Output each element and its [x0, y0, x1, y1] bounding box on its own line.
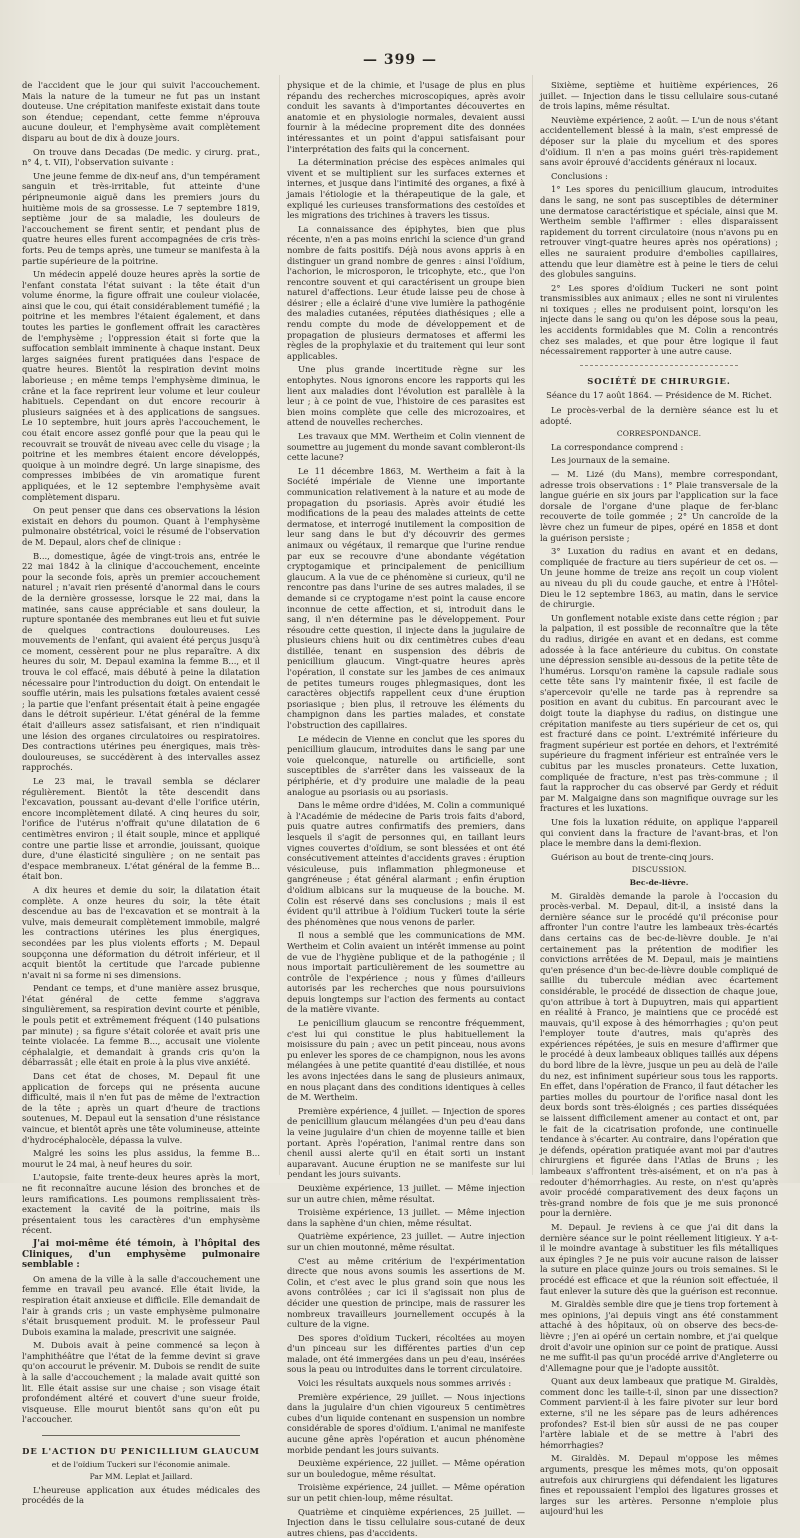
paragraph: Des spores d'oïdium Tuckeri, récoltées au moyen d'un pinceau sur les différentes parties d'un cep malade, ont été immergées dans un peu d'eau, insérées sous la peau ou introduites dans le torrent circulatoire. — [287, 1332, 525, 1375]
paragraph: Le procès-verbal de la dernière séance est lu et adopté. — [540, 405, 778, 426]
paragraph: 3° Luxation du radius en avant et en dedans, compliquée de fracture au tiers supérieur de cet os. — Un jeune homme de treize ans reçoit un coup violent au niveau du pli du coude gauche, et entre à l'Hôtel-Dieu le 12 septembre 1863, au matin, dans le service de chirurgie. — [540, 546, 778, 610]
paragraph: 2° Les spores d'oïdium Tuckeri ne sont point transmissibles aux animaux ; elles ne sont ni virulentes ni toxiques ; elles ne produisent point, lorsqu'on les injecte dans le sang ou qu'on les dépose sous la peau, les accidents formidables que M. Colin a rencontrés chez ses malades, et que pour être logique il faut nécessairement rapporter à une autre cause. — [540, 282, 778, 357]
paragraph: Troisième expérience, 13 juillet. — Même injection dans la saphène d'un chien, même résultat. — [287, 1207, 525, 1228]
section-rule — [42, 1435, 240, 1436]
column-left — [22, 80, 260, 1506]
paragraph: La détermination précise des espèces animales qui vivent et se multiplient sur les surfaces externes et internes, et jusque dans l'intimité des organes, a fixé à jamais l'étiologie et la thérapeutique de la gale, et expliqué les curieuses transformations des cestoïdes et les migrations des trichines à travers les tissus. — [287, 157, 525, 221]
paragraph: Un médecin appelé douze heures après la sortie de l'enfant constata l'état suivant : la tête était d'un volume énorme, la figure offrait une couleur violacée, ainsi que le cou, qui était considérablement tuméfié ; la poitrine et les membres l'étaient également, et dans toutes les parties le gonflement offrait les caractères de l'emphysème ; l'oppression était si forte que la suffocation semblait imminente à chaque instant. Deux larges saignées furent pratiquées dans l'espace de quatre heures. Bientôt la respiration devint moins laborieuse ; en même temps l'emphysème diminua, le crâne et la face reprirent leur volume et leur couleur habituels. Cependant on dut encore recourir à plusieurs saignées et à des applications de sangsues. Le 10 septembre, huit jours après l'accouchement, le cou était encore assez gonflé pour que la peau qui le recouvrait se trouvât de niveau avec celle du visage ; la poitrine et les membres étaient encore développés, quoique à un moindre degré. Un large sinapisme, des compresses imbibées de vin aromatique furent appliquées, et le 12 septembre l'emphysème avait complètement disparu. — [22, 269, 260, 502]
paragraph: Deuxième expérience, 22 juillet. — Même opération sur un bouledogue, même résultat. — [287, 1458, 525, 1479]
paragraph: Il nous a semblé que les communications de MM. Wertheim et Colin avaient un intérêt immense au point de vue de l'hygiène publique et de la pathogénie ; il nous importait particulièrement de les soumettre au contrôle de l'expérience ; nous y fûmes d'ailleurs autorisés par les recherches que nous poursuivions depuis longtemps sur l'action des ferments au contact de la matière vivante. — [287, 930, 525, 1015]
paragraph: M. Dubois avait à peine commencé sa leçon à l'amphithéâtre que l'état de la femme devint si grave qu'on accourut le prévenir. M. Dubois se rendit de suite à la salle d'accouchement ; la malade avait quitté son lit. Elle était assise sur une chaise ; son visage était profondément altéré et couvert d'une sueur froide, visqueuse. Elle mourut bientôt sans qu'on eût pu l'accoucher. — [22, 1340, 260, 1425]
section-rule — [580, 365, 738, 366]
paragraph: Quant aux deux lambeaux que pratique M. Giraldès, comment donc les taille-t-il, sinon par une dissection? Comment parvient-il à les faire pivoter sur leur bord externe, s'il ne les sépare pas de leurs adhérences profondes? Est-il bien sûr aussi de ne pas couper l'artère labiale et de se mettre à l'abri des hémorrhagies? — [540, 1376, 778, 1450]
article-authors: Par MM. Leplat et Jaillard. — [89, 1472, 193, 1482]
paragraph: On amena de la ville à la salle d'accouchement une femme en travail peu avancé. Elle était livide, la respiration était anxieuse et difficile. Elle demandait de l'air à grands cris ; un vaste emphysème pulmonaire s'était brusquement produit. M. le professeur Paul Dubois examina la malade, prescrivit une saignée. — [22, 1273, 260, 1337]
society-title: SOCIÉTÉ DE CHIRURGIE. — [587, 375, 731, 386]
paragraph: La correspondance comprend : — [551, 441, 684, 452]
paragraph: Première expérience, 4 juillet. — Injection de spores de penicillium glaucum mélangées d'un peu d'eau dans la veine jugulaire d'un chien de moyenne taille et bien portant. Après l'opération, l'animal rentre dans son chenil aussi alerte qu'il en était sorti un instant auparavant. Aucune éruption ne se manifeste sur lui pendant les jours suivants. — [287, 1105, 525, 1180]
paragraph: A dix heures et demie du soir, la dilatation était complète. A onze heures du soir, la tête était descendue au bas de l'excavation et se montrait à la vulve, mais demeurait complètement immobile, malgré les contractions utérines les plus énergiques, secondées par les plus violents efforts ; M. Depaul soupçonna une déformation du détroit inférieur, et il acquit bientôt la certitude que l'arcade pubienne n'avait ni sa forme ni ses dimensions. — [22, 884, 260, 980]
paragraph: Sixième, septième et huitième expériences, 26 juillet. — Injection dans le tissu cellulaire sous-cutané de trois lapins, même résultat. — [540, 80, 778, 112]
column-divider — [532, 75, 533, 1175]
session-line: Séance du 17 août 1864. — Présidence de M. Richet. — [546, 390, 772, 401]
correspondence-heading: CORRESPONDANCE. — [616, 429, 702, 439]
paragraph: Le 23 mai, le travail sembla se déclarer régulièrement. Bientôt la tête descendit dans l'excavation, poussant au-devant d'elle l'orifice utérin, encore incomplètement dilaté. A cinq heures du soir, l'orifice de l'utérus n'offrait qu'une dilatation de 6 centimètres environ ; il était souple, mince et appliqué contre une partie lisse et arrondie, jouissant, quoique dure, d'une élasticité singulière ; on ne sentait pas d'espace membraneux. L'état général de la femme B... était bon. — [22, 776, 260, 882]
paragraph: L'heureuse application aux études médicales des procédés de la — [22, 1484, 260, 1506]
paragraph: Voici les résultats auxquels nous sommes arrivés : — [298, 1378, 512, 1389]
paragraph: La connaissance des épiphytes, bien que plus récente, n'en a pas moins enrichi la science d'un grand nombre de faits positifs. Déjà nous avons appris à en distinguer un grand nombre de genres : ainsi l'oïdium, l'achorion, le microsporon, le tricophyte, etc., que l'on rencontre souvent et qui caractérisent un groupe bien naturel d'affections. Leur étude laisse peu de chose à désirer ; elle a éclairé d'une vive lumière la pathogénie des maladies cutanées, réputées diathésiques ; elle a rendu compte du mode de développement et de propagation de plusieurs dermatoses et affermi les règles de la prophylaxie et du traitement qui leur sont applicables. — [287, 223, 525, 361]
discussion-subject: Bec-de-lièvre. — [629, 877, 689, 887]
paragraph: Le médecin de Vienne en conclut que les spores du penicillium glaucum, introduites dans le sang par une voie quelconque, naturelle ou artificielle, sont susceptibles de s'arrêter dans les vaisseaux de la périphérie, et d'y produire une maladie de la peau analogue au psoriasis ou au psoriasis. — [287, 733, 525, 797]
paragraph: Un gonflement notable existe dans cette région ; par la palpation, il est possible de reconnaître que la tête du radius, dirigée en avant et en dedans, est comme adossée à la face antérieure du cubitus. On constate une dépression sensible au-dessous de la petite tête de l'humérus. Lorsqu'on ramène la capsule radiale sous cette tête sans l'y maintenir fixée, il est facile de s'apercevoir qu'elle ne tarde pas à reprendre sa position en avant du cubitus. En parcourant avec le doigt toute la diaphyse du radius, on distingue une crépitation manifeste au tiers supérieur de cet os, qui est fracturé dans ce point. L'extrémité inférieure du fragment supérieur est portée en dehors, et l'extrémité supérieure du fragment inférieur est entraînée vers le cubitus par les muscles pronateurs. Cette luxation, compliquée de fracture, n'est pas très-commune ; il faut la rapprocher du cas observé par Gerdy et réduit par M. Malgaigne dans son magnifique ouvrage sur les fractures et les luxations. — [540, 612, 778, 814]
paragraph: M. Depaul. Je reviens à ce que j'ai dit dans la dernière séance sur le point réellement litigieux. Y a-t-il le moindre avantage à substituer les fils métalliques aux épingles ? Je ne puis voir aucune raison de laisser la suture en place quinze jours ou trois semaines. Si le procédé est efficace et que la réunion soit effectuée, il faut enlever la suture dès que la guérison est reconnue. — [540, 1221, 778, 1296]
paragraph: C'est au même critérium de l'expérimentation directe que nous avons soumis les assertions de M. Colin, et c'est avec le plus grand soin que nous les avons contrôlées ; car ici il s'agissait non plus de décider une question de principe, mais de rassurer les nombreux travailleurs journellement occupés à la culture de la vigne. — [287, 1255, 525, 1330]
paragraph: Le 11 décembre 1863, M. Wertheim a fait à la Société impériale de Vienne une importante communication relativement à la nature et au mode de propagation du psoriasis. Après avoir étudié les modifications de la peau des malades atteints de cette dermatose, et interrogé inutilement la composition de leur sang dans le but d'y découvrir des germes animaux ou végétaux, il remarque que l'urine rendue par eux se recouvre d'une abondante végétation cryptogamique et principalement de penicillium glaucum. A la vue de ce phénomène si curieux, qu'il ne rencontre pas dans l'urine de ses autres malades, il se demande si ce cryptogame n'est point la cause encore inconnue de cette affection, et si, introduit dans le sang, il n'en détermine pas le développement. Pour résoudre cette question, il injecte dans la jugulaire de plusieurs chiens huit ou dix centimètres cubes d'eau distillée, tenant en suspension des débris de penicillium glaucum. Vingt-quatre heures après l'opération, il constate sur les jambes de ces animaux de petites tumeurs rouges phlegmasiques, dont les caractères objectifs rappellent ceux d'une éruption psoriasique ; bien plus, il retrouve les éléments du champignon dans les parties malades, et constate l'obstruction des capillaires. — [287, 465, 525, 731]
paragraph: de l'accident que le jour qui suivit l'accouchement. Mais la nature de la tumeur ne fut pas un instant douteuse. Une crépitation manifeste existait dans toute son étendue; cependant, cette femme n'éprouva aucune douleur, et l'emphysème avait complètement disparu au bout de dix à douze jours. — [22, 80, 260, 143]
paragraph: Quatrième expérience, 23 juillet. — Autre injection sur un chien moutonné, même résultat. — [287, 1231, 525, 1252]
paragraph: J'ai moi-même été témoin, à l'hôpital des Cliniques, d'un emphysème pulmonaire semblable : — [22, 1238, 260, 1271]
article-subtitle: et de l'oïdium Tuckeri sur l'économie animale. — [51, 1459, 231, 1469]
paragraph: M. Giraldès. M. Depaul m'oppose les mêmes arguments, presque les mêmes mots, qu'on opposait autrefois aux chirurgiens qui défendaient les ligatures fines et repoussaient l'emploi des ligatures grosses et larges sur les artères. Personne n'emploie plus aujourd'hui les — [540, 1453, 778, 1517]
column-middle — [287, 80, 525, 1538]
paragraph: Neuvième expérience, 2 août. — L'un de nous s'étant accidentellement blessé à la main, s'est empressé de déposer sur la plaie du mycelium et des spores d'oïdium. Il n'en a pas moins guéri très-rapidement sans avoir éprouvé d'accidents généraux ni locaux. — [540, 114, 778, 168]
column-divider — [279, 75, 280, 1175]
paragraph: 1° Les spores du penicillium glaucum, introduites dans le sang, ne sont pas susceptibles de déterminer une dermatose caractéristique et spéciale, ainsi que M. Wertheim semble l'affirmer : elles disparaissent rapidement du torrent circulatoire (nous n'avons pu en retrouver vingt-quatre heures après nos opérations) ; elles ne sauraient produire d'embolies capillaires, attendu que leur diamètre est à peine le tiers de celui des globules sanguins. — [540, 184, 778, 280]
paragraph: Guérison au bout de trente-cinq jours. — [551, 851, 714, 862]
paragraph: On peut penser que dans ces observations la lésion existait en dehors du poumon. Quant à l'emphysème pulmonaire obstétrical, voici le résumé de l'observation de M. Depaul, alors chef de clinique : — [22, 505, 260, 547]
paragraph: Malgré les soins les plus assidus, la femme B... mourut le 24 mai, à neuf heures du soir. — [22, 1148, 260, 1169]
paragraph: Les travaux que MM. Wertheim et Colin viennent de soumettre au jugement du monde savant combleront-ils cette lacune? — [287, 431, 525, 463]
paragraph: Première expérience, 29 juillet. — Nous injections dans la jugulaire d'un chien vigoureux 5 centimètres cubes d'un liquide contenant en suspension un nombre considérable de spores d'oïdium. L'animal ne manifeste aucune gêne après l'opération et aucun phénomène morbide pendant les jours suivants. — [287, 1391, 525, 1455]
paragraph: L'autopsie, faite trente-deux heures après la mort, ne fit reconnaître aucune lésion des bronches et de leurs ramifications. Les poumons remplissaient très-exactement la cavité de la poitrine, mais ils présentaient tous les caractères d'un emphysème récent. — [22, 1172, 260, 1236]
paragraph: Deuxième expérience, 13 juillet. — Même injection sur un autre chien, même résultat. — [287, 1182, 525, 1204]
article-title: DE L'ACTION DU PENICILLIUM GLAUCUM — [22, 1446, 260, 1457]
paragraph: physique et de la chimie, et l'usage de plus en plus répandu des recherches microscopiques, après avoir conduit les savants à d'importantes découvertes en anatomie et en physiologie normales, devaient aussi fournir à la médecine proprement dite des données intéressantes et un point d'appui satisfaisant pour l'interprétation des faits qui la concernent. — [287, 80, 525, 154]
page-number: — 399 — — [363, 52, 437, 68]
paragraph: Troisième expérience, 24 juillet. — Même opération sur un petit chien-loup, même résultat. — [287, 1482, 525, 1503]
paragraph: Quatrième et cinquième expériences, 25 juillet. — Injection dans le tissu cellulaire sous-cutané de deux autres chiens, pas d'accidents. — [287, 1506, 525, 1538]
paragraph: Le penicillium glaucum se rencontre fréquemment, c'est lui qui constitue le plus habituellement la moisissure du pain ; avec un petit pinceau, nous avons pu enlever les spores de ce champignon, nous les avons mélangées à une petite quantité d'eau distillée, et nous les avons injectées dans le sang de plusieurs animaux, en nous plaçant dans des conditions identiques à celles de M. Wertheim. — [287, 1018, 525, 1103]
column-right — [540, 80, 778, 1517]
paragraph: M. Giraldès demande la parole à l'occasion du procès-verbal. M. Depaul, dit-il, a insisté dans la dernière séance sur le procédé qu'il préconise pour affronter l'un contre l'autre les lambeaux très-écartés dans certains cas de bec-de-lièvre double. Je n'ai certainement pas la prétention de modifier les convictions arrêtées de M. Depaul, mais je maintiens qu'en présence d'un bec-de-lièvre double compliqué de saillie du tubercule médian avec écartement considérable, le procédé de dissection de chaque joue, qu'on attribue à tort à Dupuytren, mais qui appartient en réalité à Franco, je maintiens que ce procédé est mauvais, qu'il expose à des hémorrhagies ; qu'on peut l'employer toute d'autres, mais qu'après des expériences répétées, je suis en mesure d'affirmer que le procédé à deux lambeaux obliques taillés aux dépens du bord libre de la lèvre, jusque un peu au delà de l'aile du nez, est infiniment supérieur sous tous les rapports. En effet, dans l'opération de Franco, il faut détacher les parties molles du pourtour de l'orifice nasal dont les deux bords sont très-éloignés ; ces parties disséquées se laissent difficilement amener au contact et ont, par le fait de la cicatrisation profonde, une continuelle tendance à s'écarter. Au contraire, dans l'opération que je défends, opération pratiquée avant moi par d'autres chirurgiens et figurée dans l'Atlas de Bruns ; les lambeaux s'affrontent très-aisément, et on n'a pas à redouter d'hémorrhagies. Au reste, on n'est qu'après avoir procédé comparativement des deux façons un très-grand nombre de fois que je me suis prononcé pour la dernière. — [540, 890, 778, 1219]
paragraph: On trouve dans Decadas (De medic. y cirurg. prat., n° 4, t. VII), l'observation suivante : — [22, 146, 260, 168]
discussion-heading: DISCUSSION. — [631, 865, 687, 875]
paragraph: M. Giraldès semble dire que je tiens trop fortement à mes opinions, j'ai depuis vingt ans été constamment attaché à des hôpitaux, où on observe des becs-de-lièvre ; j'en ai opéré un certain nombre, et j'ai quelque droit d'avoir une opinion sur ce point de pratique. Aussi ne me suffit-il pas qu'un procédé arrive d'Angleterre ou d'Allemagne pour que je l'adopte aussitôt. — [540, 1299, 778, 1373]
paragraph: Dans cet état de choses, M. Depaul fit une application de forceps qui ne présenta aucune difficulté, mais il n'en fut pas de même de l'extraction de la tête ; après un quart d'heure de tractions soutenues, M. Depaul eut la sensation d'une résistance vaincue, et bientôt après une tête volumineuse, atteinte d'hydrocéphalocèle, dépassa la vulve. — [22, 1071, 260, 1145]
paragraph: Les journaux de la semaine. — [551, 455, 670, 466]
paragraph: Conclusions : — [551, 170, 608, 181]
paragraph: Une plus grande incertitude règne sur les entophytes. Nous ignorons encore les rapports qui les lient aux maladies dont l'évolution est parallèle à la leur ; à ce point de vue, l'histoire de ces parasites est bien moins complète que celle des microzoaires, et attend de nouvelles recherches. — [287, 364, 525, 428]
paragraph: Pendant ce temps, et d'une manière assez brusque, l'état général de cette femme s'aggrava singulièrement, sa respiration devint courte et pénible, le pouls petit et extrêmement fréquent (140 pulsations par minute) ; sa figure s'était colorée et avait pris une teinte violacée. La femme B..., accusait une violente céphalalgie, et demandait à grands cris qu'on la débarrassât ; elle était en proie à la plus vive anxiété. — [22, 983, 260, 1068]
paragraph: — M. Lizé (du Mans), membre correspondant, adresse trois observations : 1° Plaie transversale de la langue guérie en six jours par l'application sur la face dorsale de l'organe d'une plaque de fer-blanc recouverte de toile gommée ; 2° Un cancroïde de la lèvre chez un fumeur de pipes, opéré en 1858 et dont la guérison persiste ; — [540, 469, 778, 543]
paragraph: B..., domestique, âgée de vingt-trois ans, entrée le 22 mai 1842 à la clinique d'accouchement, enceinte pour la seconde fois, après un premier accouchement naturel ; n'avait rien présenté d'anormal dans le cours de la dernière grossesse, lorsque le 22 mai, dans la matinée, sans cause appréciable et sans douleur, la rupture spontanée des membranes eut lieu et fut suivie de quelques contractions douloureuses. Les mouvements de l'enfant, qui avaient été perçus jusqu'à ce moment, cessèrent pour ne plus reparaître. A dix heures du soir, M. Depaul examina la femme B..., et il trouva le col effacé, mais débuté à peine la dilatation nécessaire pour l'introduction du doigt. On entendait le souffle utérin, mais les pulsations fœtales avaient cessé ; la partie que l'enfant présentait était à peine engagée dans le détroit supérieur. L'état général de la femme était d'ailleurs assez satisfaisant, et rien n'indiquait une lésion des organes circulatoires ou respiratoires. Des contractions utérines peu énergiques, mais très-douloureuses, se succédèrent à des intervalles assez rapprochés. — [22, 550, 260, 773]
paragraph: Une jeune femme de dix-neuf ans, d'un tempérament sanguin et très-irritable, fut atteinte d'une péripneumonie aiguë dans les premiers jours du huitième mois de sa grossesse. Le 7 septembre 1819, septième jour de sa maladie, les douleurs de l'accouchement se firent sentir, et pendant plus de quatre heures elles furent accompagnées de cris très-forts. Peu de temps après, une tumeur se manifesta à la partie supérieure de la poitrine. — [22, 170, 260, 266]
paragraph: Dans le même ordre d'idées, M. Colin a communiqué à l'Académie de médecine de Paris trois faits d'abord, puis quatre autres confirmatifs des premiers, dans lesquels il s'agit de personnes qui, en taillant leurs vignes couvertes d'oïdium, se sont blessées et ont été consécutivement atteintes d'accidents graves : éruption vésiculeuse, puis inflammation phlegmoneuse et gangréneuse ; état général alarmant ; enfin éruption d'oïdium albicans sur la muqueuse de la bouche. M. Colin est réservé dans ses conclusions ; mais il est évident qu'il attribue à l'oïdium Tuckeri toute la série des phénomènes que nous venons de parler. — [287, 800, 525, 927]
paragraph: Une fois la luxation réduite, on applique l'appareil qui convient dans la fracture de l'avant-bras, et l'on place le membre dans la demi-flexion. — [540, 817, 778, 849]
